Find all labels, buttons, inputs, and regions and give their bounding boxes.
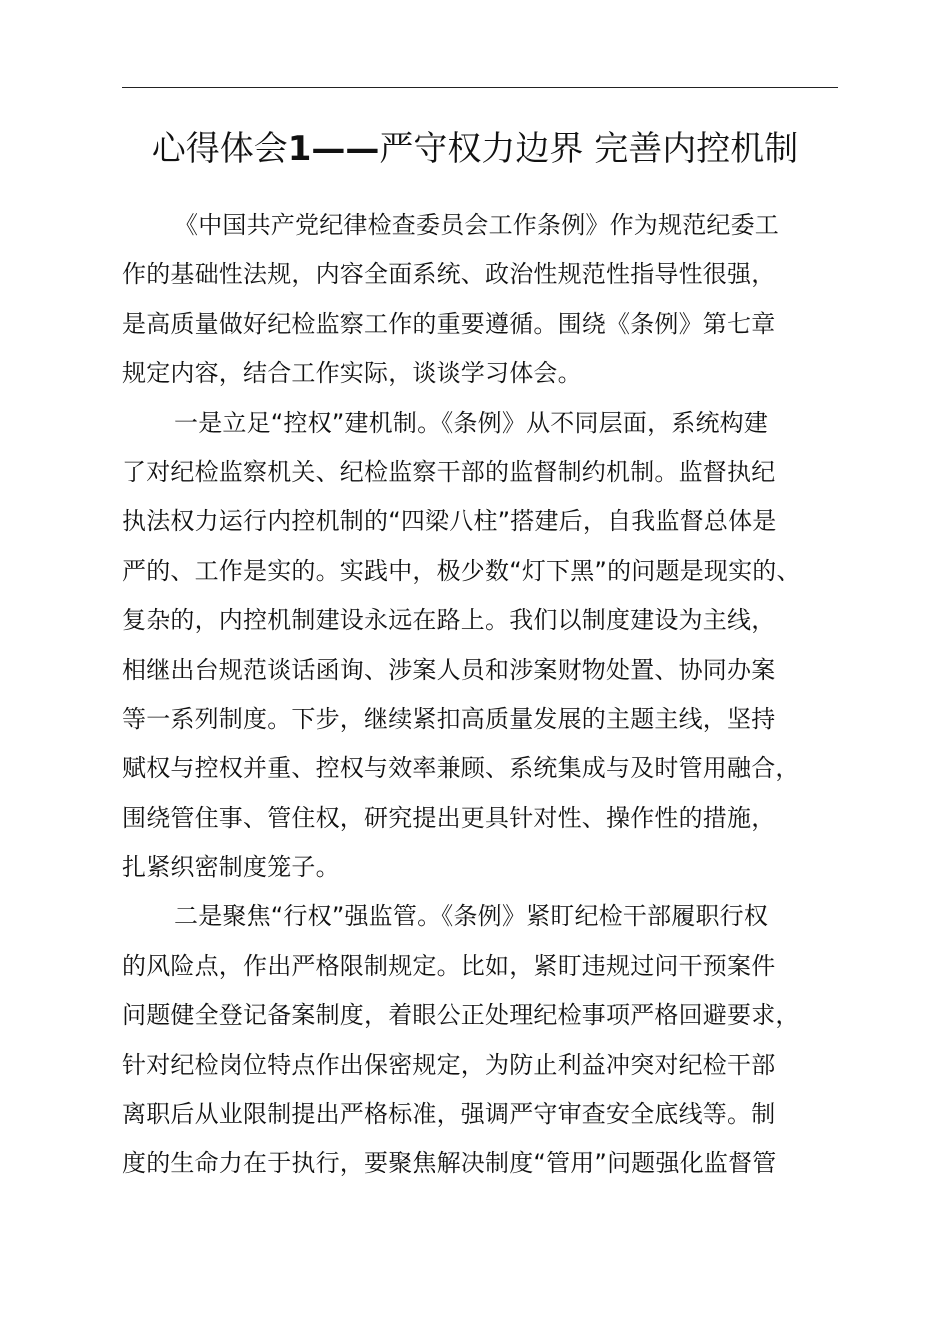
body-line: 执法权力运行内控机制的“四梁八柱”搭建后，自我监督总体是 xyxy=(122,507,777,536)
body-line: 了对纪检监察机关、纪检监察干部的监督制约机制。监督执纪 xyxy=(122,457,776,486)
body-line: 作的基础性法规，内容全面系统、政治性规范性指导性很强， xyxy=(122,260,776,289)
body-line: 复杂的，内控机制建设永远在路上。我们以制度建设为主线， xyxy=(122,606,776,635)
body-line: 的风险点，作出严格限制规定。比如，紧盯违规过问干预案件 xyxy=(122,951,776,980)
title-prefix: 心得体会 xyxy=(151,129,288,169)
document-body xyxy=(122,201,842,1189)
body-line: 等一系列制度。下步，继续紧扣高质量发展的主题主线，坚持 xyxy=(122,704,776,733)
body-line: 离职后从业限制提出严格标准，强调严守审查安全底线等。制 xyxy=(122,1100,776,1129)
body-line: 规定内容，结合工作实际，谈谈学习体会。 xyxy=(122,359,582,388)
body-line: 针对纪检岗位特点作出保密规定，为防止利益冲突对纪检干部 xyxy=(122,1050,776,1079)
body-line: 扎紧织密制度笼子。 xyxy=(122,853,340,882)
body-line: 是高质量做好纪检监察工作的重要遵循。围绕《条例》第七章 xyxy=(122,309,776,338)
body-line: 严的、工作是实的。实践中，极少数“灯下黑”的问题是现实的、 xyxy=(122,556,801,585)
body-line: 一是立足“控权”建机制。《条例》从不同层面，系统构建 xyxy=(174,408,769,437)
body-line: 二是聚焦“行权”强监管。《条例》紧盯纪检干部履职行权 xyxy=(174,902,769,931)
body-line: 度的生命力在于执行，要聚焦解决制度“管用”问题强化监督管 xyxy=(122,1149,777,1178)
body-line: 《中国共产党纪律检查委员会工作条例》作为规范纪委工 xyxy=(174,211,779,239)
body-line: 赋权与控权并重、控权与效率兼顾、系统集成与及时管用融合， xyxy=(122,754,800,783)
title-suffix: 严守权力边界 完善内控机制 xyxy=(379,129,799,169)
page-title xyxy=(0,126,950,172)
body-line: 问题健全登记备案制度，着眼公正处理纪检事项严格回避要求， xyxy=(122,1001,800,1030)
header-rule xyxy=(122,87,838,88)
body-line: 相继出台规范谈话函询、涉案人员和涉案财物处置、协同办案 xyxy=(122,655,776,684)
body-line: 围绕管住事、管住权，研究提出更具针对性、操作性的措施， xyxy=(122,803,776,832)
title-number: 1—— xyxy=(287,129,380,169)
